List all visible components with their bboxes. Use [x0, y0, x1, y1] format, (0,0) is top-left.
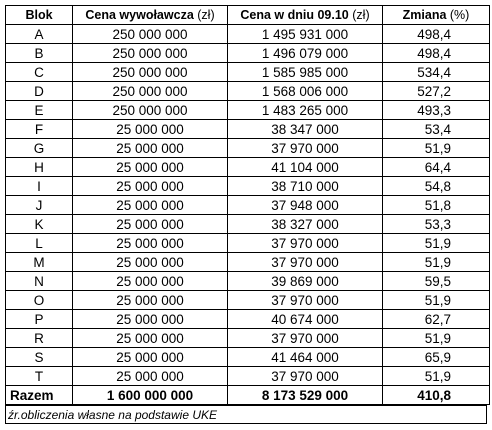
cell-cena-wywolawcza: 25 000 000 [73, 234, 228, 253]
cell-zmiana: 527,2 [383, 82, 490, 101]
cell-cena-dzien: 37 970 000 [228, 253, 383, 272]
cell-cena-dzien: 1 496 079 000 [228, 44, 383, 63]
cell-cena-dzien: 1 568 006 000 [228, 82, 383, 101]
cell-blok: F [6, 120, 73, 139]
cell-cena-dzien: 39 869 000 [228, 272, 383, 291]
cell-cena-dzien: 38 347 000 [228, 120, 383, 139]
source-note: źr.obliczenia własne na podstawie UKE [5, 405, 487, 424]
cell-zmiana: 51,8 [383, 196, 490, 215]
cell-blok: P [6, 310, 73, 329]
cell-cena-wywolawcza: 25 000 000 [73, 120, 228, 139]
cell-zmiana: 534,4 [383, 63, 490, 82]
cell-cena-wywolawcza: 25 000 000 [73, 329, 228, 348]
table-row [6, 310, 490, 329]
table-row [6, 44, 490, 63]
cell-blok: M [6, 253, 73, 272]
cell-cena-wywolawcza: 25 000 000 [73, 272, 228, 291]
cell-blok: D [6, 82, 73, 101]
table-header [6, 6, 490, 25]
cell-blok: B [6, 44, 73, 63]
cell-cena-dzien: 1 483 265 000 [228, 101, 383, 120]
table-row [6, 215, 490, 234]
cell-cena-wywolawcza: 25 000 000 [73, 367, 228, 386]
cell-zmiana: 65,9 [383, 348, 490, 367]
cell-cena-wywolawcza: 250 000 000 [73, 25, 228, 44]
header-zmiana: Zmiana (%) [383, 6, 490, 25]
table-row [6, 272, 490, 291]
cell-cena-wywolawcza: 25 000 000 [73, 139, 228, 158]
cell-zmiana: 53,3 [383, 215, 490, 234]
cell-cena-wywolawcza: 25 000 000 [73, 310, 228, 329]
cell-cena-dzien: 41 104 000 [228, 158, 383, 177]
total-label: Razem [6, 386, 73, 405]
table-row [6, 196, 490, 215]
cell-cena-wywolawcza: 25 000 000 [73, 196, 228, 215]
header-zmiana-unit: (%) [449, 7, 470, 22]
cell-blok: L [6, 234, 73, 253]
cell-cena-dzien: 40 674 000 [228, 310, 383, 329]
table-row [6, 329, 490, 348]
cell-zmiana: 498,4 [383, 25, 490, 44]
total-cena-wywolawcza: 1 600 000 000 [73, 386, 228, 405]
total-row [6, 386, 490, 405]
cell-cena-wywolawcza: 25 000 000 [73, 215, 228, 234]
cell-cena-dzien: 38 327 000 [228, 215, 383, 234]
cell-cena-wywolawcza: 250 000 000 [73, 63, 228, 82]
cell-blok: C [6, 63, 73, 82]
table-row [6, 82, 490, 101]
table-row [6, 139, 490, 158]
cell-zmiana: 54,8 [383, 177, 490, 196]
cell-cena-dzien: 1 585 985 000 [228, 63, 383, 82]
table-row [6, 367, 490, 386]
total-cena-dzien: 8 173 529 000 [228, 386, 383, 405]
cell-blok: N [6, 272, 73, 291]
cell-cena-wywolawcza: 250 000 000 [73, 82, 228, 101]
cell-zmiana: 493,3 [383, 101, 490, 120]
table-row [6, 25, 490, 44]
table-row [6, 291, 490, 310]
cell-blok: A [6, 25, 73, 44]
cell-zmiana: 51,9 [383, 234, 490, 253]
cell-cena-dzien: 37 948 000 [228, 196, 383, 215]
cell-cena-dzien: 37 970 000 [228, 367, 383, 386]
cell-cena-wywolawcza: 25 000 000 [73, 253, 228, 272]
table-row [6, 120, 490, 139]
cell-zmiana: 51,9 [383, 291, 490, 310]
table-row [6, 158, 490, 177]
header-cena-wywolawcza: Cena wywoławcza (zł) [73, 6, 228, 25]
table-row [6, 234, 490, 253]
cell-zmiana: 51,9 [383, 139, 490, 158]
cell-zmiana: 51,9 [383, 253, 490, 272]
table-footer [6, 386, 490, 405]
cell-cena-wywolawcza: 25 000 000 [73, 348, 228, 367]
cell-blok: E [6, 101, 73, 120]
total-zmiana: 410,8 [383, 386, 490, 405]
cell-blok: H [6, 158, 73, 177]
cell-cena-wywolawcza: 25 000 000 [73, 177, 228, 196]
cell-blok: K [6, 215, 73, 234]
cell-blok: I [6, 177, 73, 196]
cell-cena-dzien: 37 970 000 [228, 139, 383, 158]
table-row [6, 177, 490, 196]
header-cena-wywolawcza-unit: (zł) [197, 7, 215, 22]
header-cena-dzien: Cena w dniu 09.10 (zł) [228, 6, 383, 25]
cell-cena-wywolawcza: 25 000 000 [73, 291, 228, 310]
cell-cena-dzien: 41 464 000 [228, 348, 383, 367]
cell-cena-dzien: 37 970 000 [228, 234, 383, 253]
table-row [6, 253, 490, 272]
table-row [6, 348, 490, 367]
cell-zmiana: 51,9 [383, 329, 490, 348]
header-row [6, 6, 490, 25]
cell-blok: O [6, 291, 73, 310]
header-blok: Blok [6, 6, 73, 25]
cell-cena-dzien: 37 970 000 [228, 291, 383, 310]
auction-prices-table [5, 5, 490, 405]
table-body [6, 25, 490, 386]
table-row [6, 63, 490, 82]
table-row [6, 101, 490, 120]
cell-zmiana: 59,5 [383, 272, 490, 291]
cell-blok: J [6, 196, 73, 215]
cell-zmiana: 64,4 [383, 158, 490, 177]
cell-cena-dzien: 1 495 931 000 [228, 25, 383, 44]
cell-zmiana: 53,4 [383, 120, 490, 139]
cell-cena-wywolawcza: 25 000 000 [73, 158, 228, 177]
cell-blok: G [6, 139, 73, 158]
cell-zmiana: 51,9 [383, 367, 490, 386]
cell-cena-wywolawcza: 250 000 000 [73, 101, 228, 120]
cell-cena-dzien: 38 710 000 [228, 177, 383, 196]
cell-zmiana: 62,7 [383, 310, 490, 329]
cell-cena-wywolawcza: 250 000 000 [73, 44, 228, 63]
cell-cena-dzien: 37 970 000 [228, 329, 383, 348]
cell-zmiana: 498,4 [383, 44, 490, 63]
cell-blok: T [6, 367, 73, 386]
header-cena-dzien-unit: (zł) [352, 7, 370, 22]
cell-blok: S [6, 348, 73, 367]
cell-blok: R [6, 329, 73, 348]
